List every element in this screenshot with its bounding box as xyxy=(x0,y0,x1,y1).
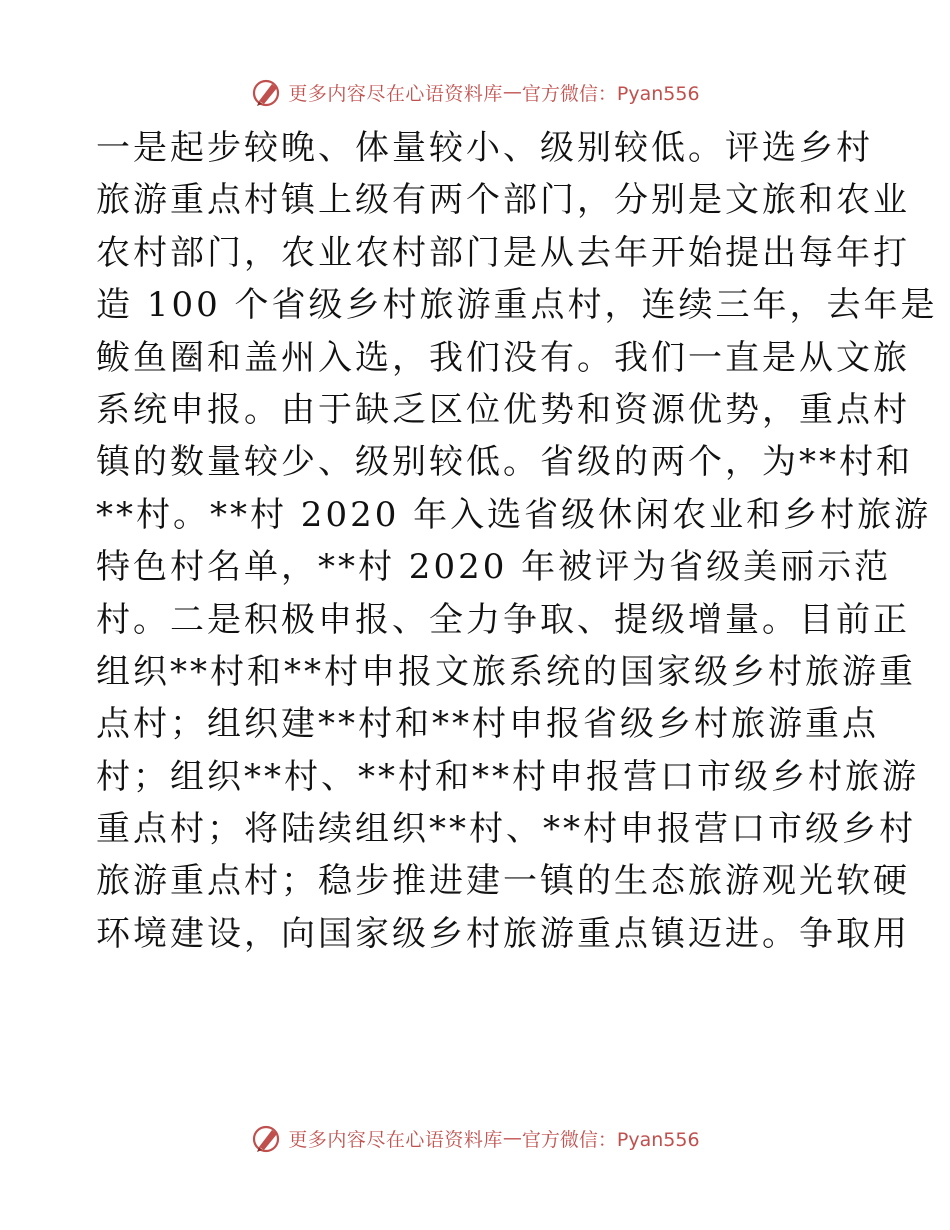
watermark-contact-text: 官方微信：Pyan556 xyxy=(521,1128,700,1151)
text-line: 重点村；将陆续组织**村、**村申报营口市级乡村 xyxy=(96,809,916,850)
text-line: 镇的数量较少、级别较低。省级的两个，为**村和 xyxy=(96,442,913,483)
watermark-contact-text: 官方微信：Pyan556 xyxy=(521,82,700,105)
text-line: 组织**村和**村申报文旅系统的国家级乡村旅游重 xyxy=(96,651,916,692)
pen-circle-icon xyxy=(250,1121,284,1155)
pen-circle-icon xyxy=(250,75,284,109)
text-line: 旅游重点村；稳步推进建一镇的生态旅游观光软硬 xyxy=(96,861,910,902)
text-line: 村。二是积极申报、全力争取、提级增量。目前正 xyxy=(96,599,910,640)
text-line: 特色村名单，**村 2020 年被评为省级美丽示范 xyxy=(96,547,892,588)
text-line: 农村部门，农业农村部门是从去年开始提出每年打 xyxy=(96,232,910,273)
header-watermark xyxy=(0,72,950,112)
footer-watermark xyxy=(0,1118,950,1158)
watermark-separator: — xyxy=(502,1127,522,1149)
watermark-brand-text: 更多内容尽在心语资料库 xyxy=(288,82,503,105)
text-line: 系统申报。由于缺乏区位优势和资源优势，重点村 xyxy=(96,389,910,430)
text-line: 村；组织**村、**村和**村申报营口市级乡村旅游 xyxy=(96,756,919,797)
watermark-brand-text: 更多内容尽在心语资料库 xyxy=(288,1128,503,1151)
text-line: 环境建设，向国家级乡村旅游重点镇迈进。争取用 xyxy=(96,913,910,954)
text-line: 造 100 个省级乡村旅游重点村，连续三年，去年是 xyxy=(96,285,938,326)
text-line: **村。**村 2020 年入选省级休闲农业和乡村旅游 xyxy=(96,494,932,535)
document-body xyxy=(96,122,938,960)
text-line: 一是起步较晚、体量较小、级别较低。评选乡村 xyxy=(96,128,873,168)
text-line: 点村；组织建**村和**村申报省级乡村旅游重点 xyxy=(96,704,879,745)
text-line: 鲅鱼圈和盖州入选，我们没有。我们一直是从文旅 xyxy=(96,337,910,378)
text-line: 旅游重点村镇上级有两个部门，分别是文旅和农业 xyxy=(96,180,910,221)
watermark-separator: — xyxy=(502,81,522,103)
